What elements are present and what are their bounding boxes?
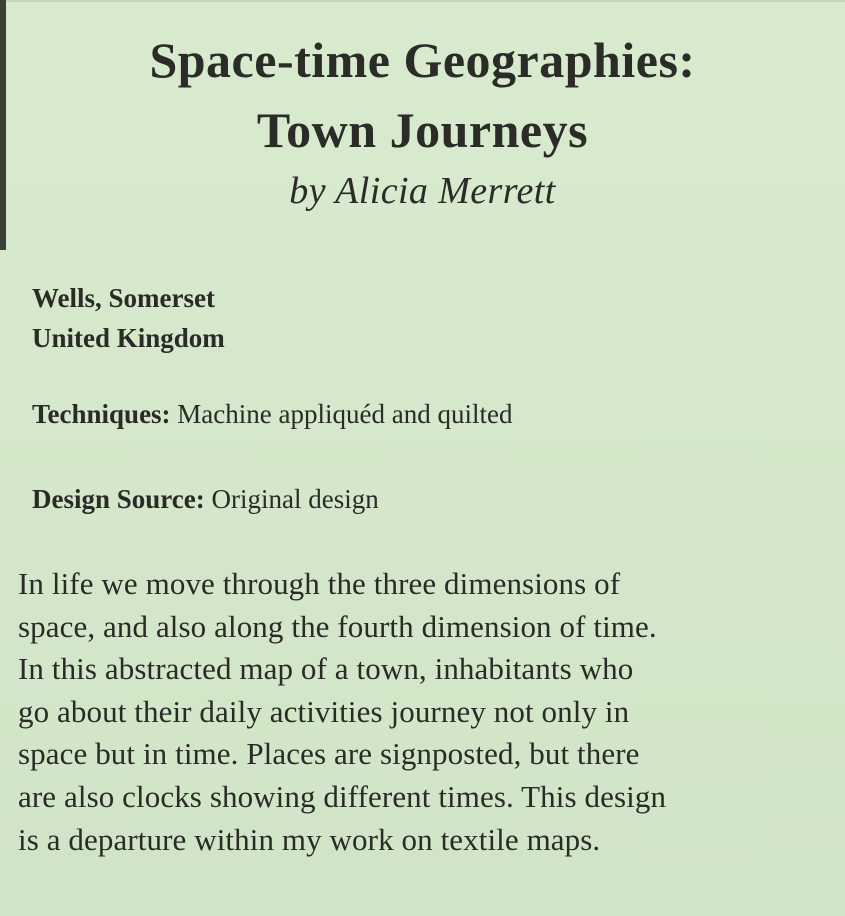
design-source-value: Original design [211,484,379,514]
title-line-2: Town Journeys [256,102,589,158]
techniques-label: Techniques: [32,399,171,429]
statement-line: In this abstracted map of a town, inhabitants who [18,651,634,687]
design-source-row [32,480,379,518]
techniques-row [32,395,512,433]
design-source-label: Design Source: [32,484,205,514]
location-city: Wells, Somerset [32,283,215,313]
artist-statement [18,563,833,861]
statement-line: go about their daily activities journey not only in [18,693,630,729]
location-country: United Kingdom [32,323,225,353]
statement-line: space, and also along the fourth dimension of time. [18,608,657,644]
statement-line: In life we move through the three dimensions of [18,566,621,601]
statement-line: space but in time. Places are signposted, but there [18,736,640,772]
placard-top-edge [0,0,845,2]
statement-line: is a departure within my work on textile maps. [18,821,601,857]
techniques-value: Machine appliquéd and quilted [177,399,513,429]
title-line-1: Space-time Geographies: [149,32,696,88]
artist-byline: by Alicia Merrett [289,170,556,212]
statement-line: are also clocks showing different times. This design [18,778,667,814]
